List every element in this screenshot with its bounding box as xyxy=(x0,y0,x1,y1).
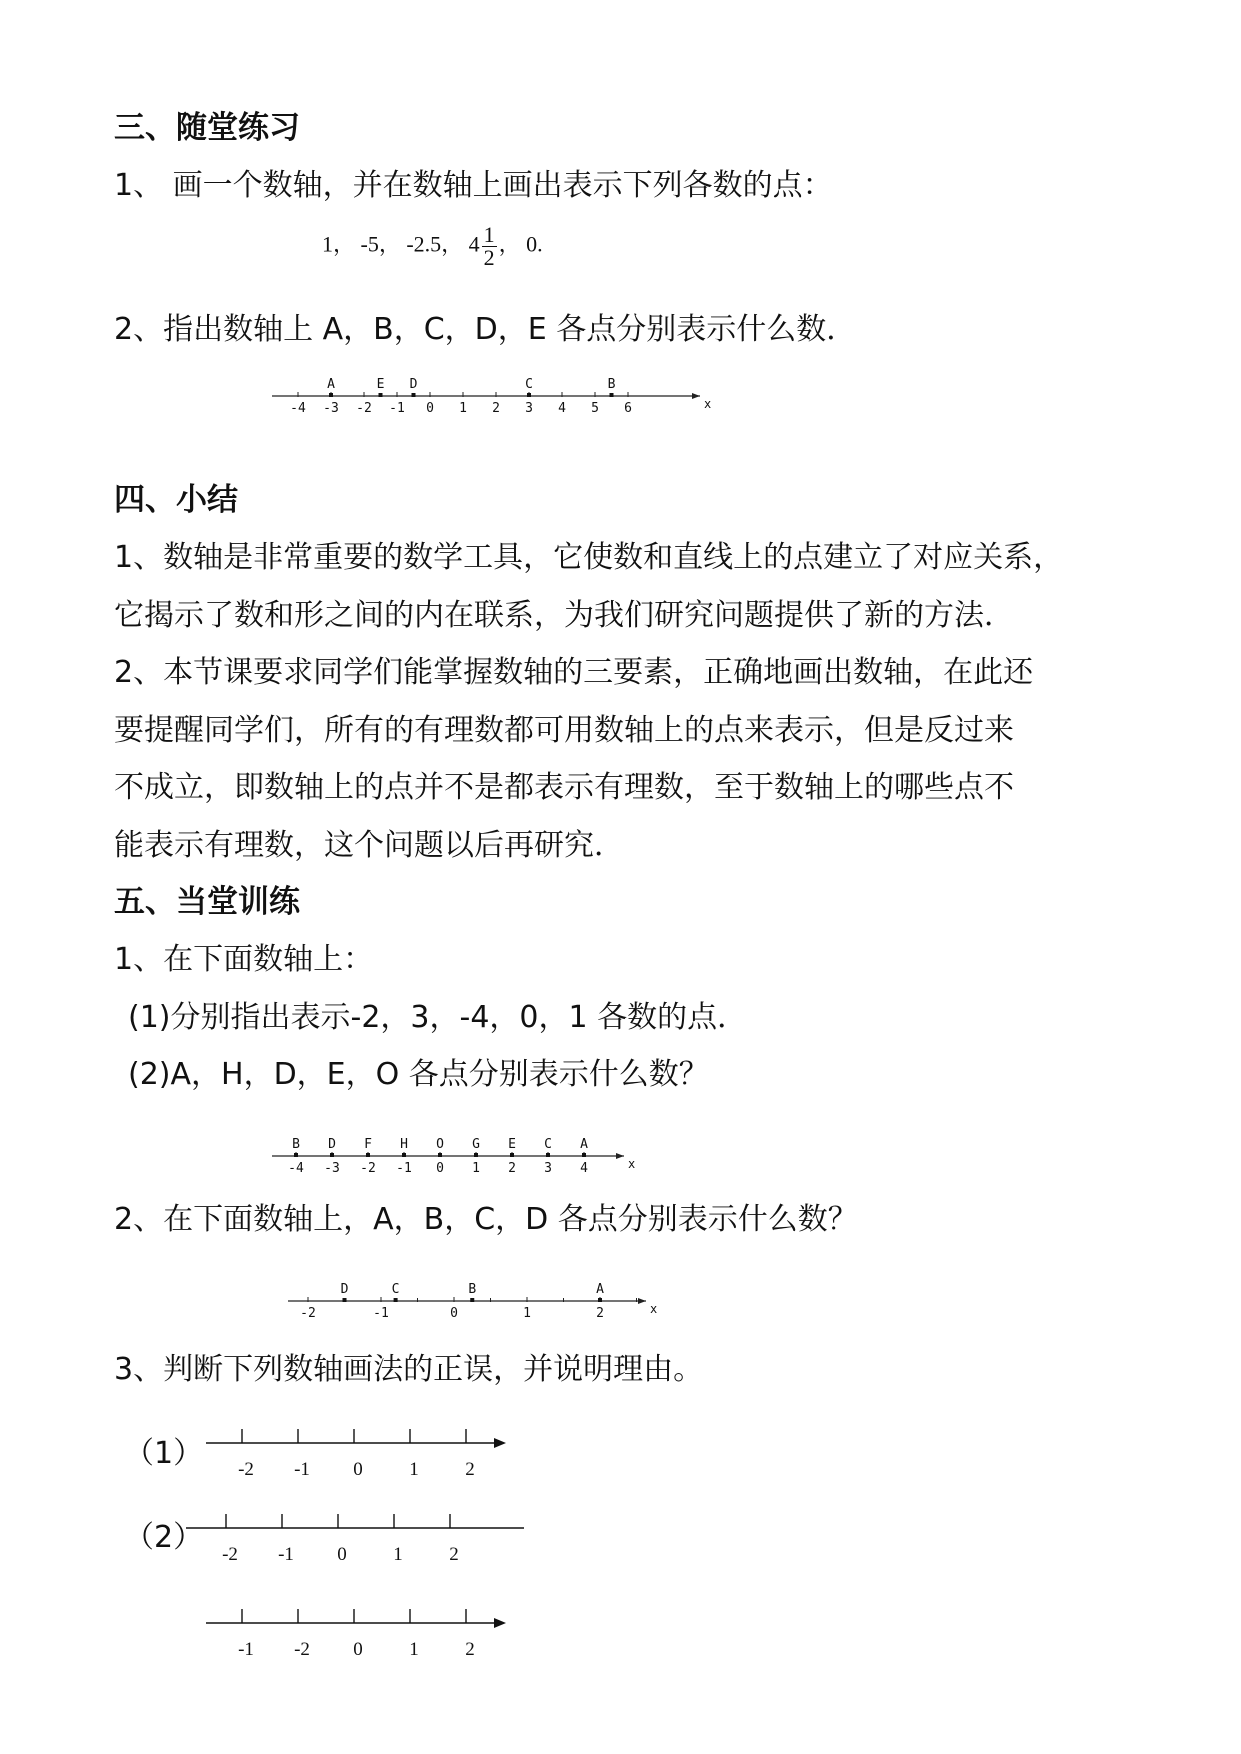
tick-label: 0 xyxy=(436,1161,444,1176)
summary-line: 不成立，即数轴上的点并不是都表示有理数，至于数轴上的哪些点不 xyxy=(114,770,1014,805)
tick-label: 2 xyxy=(449,1544,459,1565)
point-marker xyxy=(394,1298,398,1302)
point-marker xyxy=(598,1298,602,1302)
axis-arrow-icon xyxy=(494,1618,506,1628)
point-label: D xyxy=(340,1282,349,1297)
point-marker xyxy=(330,1153,334,1157)
point-label: E xyxy=(376,377,385,392)
section-heading-training: 五、当堂训练 xyxy=(114,884,300,920)
tick-label: 2 xyxy=(492,401,500,416)
point-marker xyxy=(366,1153,370,1157)
section-heading-summary: 四、小结 xyxy=(114,482,238,518)
tick-label: 2 xyxy=(508,1161,516,1176)
training-question-1a: (1)分别指出表示-2，3，-4，0，1 各数的点． xyxy=(128,1000,748,1035)
drawing-1-label: （1） xyxy=(124,1436,204,1471)
tick-label: 4 xyxy=(580,1161,588,1176)
point-label: D xyxy=(328,1137,336,1152)
summary-line: 能表示有理数，这个问题以后再研究． xyxy=(114,828,624,863)
tick-label: -2 xyxy=(300,1306,316,1321)
tick-label: -1 xyxy=(373,1306,389,1321)
tick-label: 1 xyxy=(472,1161,480,1176)
point-marker xyxy=(610,393,614,397)
numbers-part-a: 1， -5， -2.5， 4 xyxy=(322,231,480,257)
point-marker xyxy=(438,1153,442,1157)
fraction-numerator: 1 xyxy=(483,222,495,247)
point-label: C xyxy=(391,1282,400,1297)
number-line-training-1 xyxy=(260,1130,660,1180)
numbers-list xyxy=(322,224,543,269)
point-label: A xyxy=(580,1137,588,1152)
tick-label: 1 xyxy=(409,1639,419,1660)
tick-label: 4 xyxy=(558,401,566,416)
axis-variable-label: x xyxy=(650,1302,658,1316)
tick-label: -4 xyxy=(288,1161,304,1176)
number-line-question-2 xyxy=(260,370,720,420)
point-label: C xyxy=(544,1137,552,1152)
tick-label: 1 xyxy=(523,1306,531,1321)
tick-label: -2 xyxy=(238,1459,254,1480)
number-line-drawing-2 xyxy=(186,1500,526,1565)
point-label: C xyxy=(525,377,533,392)
number-line-training-2 xyxy=(280,1275,660,1325)
section-heading-practice: 三、随堂练习 xyxy=(114,110,300,146)
tick-label: 0 xyxy=(450,1306,458,1321)
drawing-2-label: （2） xyxy=(124,1520,204,1555)
tick-label: -1 xyxy=(389,401,405,416)
point-label: A xyxy=(327,377,335,392)
tick-label: 3 xyxy=(544,1161,552,1176)
tick-label: 1 xyxy=(409,1459,419,1480)
point-marker xyxy=(329,393,333,397)
point-marker xyxy=(510,1153,514,1157)
tick-label: -1 xyxy=(396,1161,412,1176)
tick-label: -2 xyxy=(294,1639,310,1660)
tick-label: 0 xyxy=(353,1459,363,1480)
training-question-2: 2、在下面数轴上，A，B，C，D 各点分别表示什么数？ xyxy=(114,1202,858,1237)
point-label: G xyxy=(472,1137,480,1152)
tick-label: 0 xyxy=(353,1639,363,1660)
number-line-drawing-1 xyxy=(200,1415,520,1480)
point-marker xyxy=(402,1153,406,1157)
tick-label: -3 xyxy=(324,1161,340,1176)
point-label: O xyxy=(436,1137,444,1152)
axis-variable-label: x xyxy=(704,397,712,411)
training-question-1b: (2)A，H，D，E，O 各点分别表示什么数？ xyxy=(128,1057,709,1092)
point-marker xyxy=(470,1298,474,1302)
numbers-part-b: ， 0. xyxy=(498,231,543,257)
point-label: D xyxy=(409,377,418,392)
summary-line: 1、数轴是非常重要的数学工具，它使数和直线上的点建立了对应关系， xyxy=(114,540,1064,575)
point-marker xyxy=(412,393,416,397)
point-label: E xyxy=(508,1137,516,1152)
point-marker xyxy=(343,1298,347,1302)
summary-line: 2、本节课要求同学们能掌握数轴的三要素，正确地画出数轴，在此还 xyxy=(114,655,1034,690)
training-question-3: 3、判断下列数轴画法的正误，并说明理由。 xyxy=(114,1352,704,1387)
point-label: H xyxy=(400,1137,408,1152)
tick-label: -2 xyxy=(356,401,372,416)
axis-variable-label: x xyxy=(628,1157,636,1171)
question-1-text: 1、 画一个数轴，并在数轴上画出表示下列各数的点： xyxy=(114,168,833,203)
question-2-text: 2、指出数轴上 A，B，C，D，E 各点分别表示什么数． xyxy=(114,312,857,347)
fraction xyxy=(482,224,497,269)
point-marker xyxy=(582,1153,586,1157)
axis-arrow-icon xyxy=(494,1438,506,1448)
point-marker xyxy=(546,1153,550,1157)
point-marker xyxy=(527,393,531,397)
training-question-1: 1、在下面数轴上： xyxy=(114,942,374,977)
tick-label: 0 xyxy=(426,401,434,416)
tick-label: 5 xyxy=(591,401,599,416)
axis-arrow-icon xyxy=(638,1298,646,1304)
tick-label: 3 xyxy=(525,401,533,416)
axis-arrow-icon xyxy=(616,1153,624,1159)
summary-line: 要提醒同学们，所有的有理数都可用数轴上的点来表示，但是反过来 xyxy=(114,713,1014,748)
tick-label: -1 xyxy=(238,1639,254,1660)
point-label: F xyxy=(364,1137,372,1152)
tick-label: 2 xyxy=(465,1459,475,1480)
tick-label: -1 xyxy=(294,1459,310,1480)
tick-label: -2 xyxy=(222,1544,238,1565)
number-line-drawing-3 xyxy=(200,1595,520,1660)
tick-label: 1 xyxy=(393,1544,403,1565)
tick-label: 2 xyxy=(596,1306,604,1321)
axis-arrow-icon xyxy=(692,393,700,399)
tick-label: -1 xyxy=(278,1544,294,1565)
point-label: B xyxy=(292,1137,300,1152)
point-label: A xyxy=(596,1282,604,1297)
point-label: B xyxy=(468,1282,477,1297)
tick-label: 6 xyxy=(624,401,632,416)
tick-label: 0 xyxy=(337,1544,347,1565)
point-marker xyxy=(294,1153,298,1157)
tick-label: 2 xyxy=(465,1639,475,1660)
summary-line: 它揭示了数和形之间的内在联系，为我们研究问题提供了新的方法． xyxy=(114,598,1014,633)
tick-label: -3 xyxy=(323,401,339,416)
point-marker xyxy=(474,1153,478,1157)
point-label: B xyxy=(607,377,616,392)
tick-label: 1 xyxy=(459,401,467,416)
point-marker xyxy=(379,393,383,397)
tick-label: -2 xyxy=(360,1161,376,1176)
fraction-denominator: 2 xyxy=(483,245,495,270)
tick-label: -4 xyxy=(290,401,306,416)
